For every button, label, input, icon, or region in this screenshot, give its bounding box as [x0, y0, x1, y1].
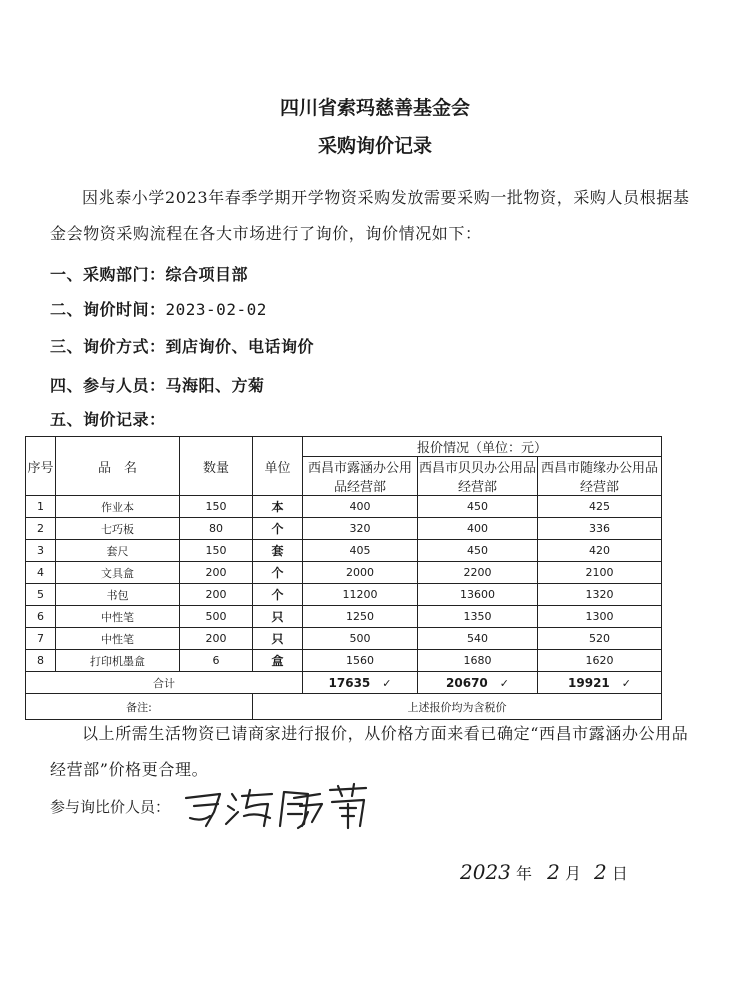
cell-price-1: 11200 [303, 584, 418, 606]
cell-seq: 6 [26, 606, 56, 628]
total-value-2: 20670 [446, 675, 488, 690]
cell-unit: 只 [253, 628, 303, 650]
table-row [26, 562, 662, 584]
cell-price-1: 2000 [303, 562, 418, 584]
organization-title: 四川省索玛慈善基金会 [279, 97, 470, 119]
cell-name: 中性笔 [56, 628, 180, 650]
cell-price-1: 1250 [303, 606, 418, 628]
inquiry-table [25, 436, 662, 720]
signature-image [290, 782, 370, 832]
cell-qty: 500 [180, 606, 253, 628]
document-date [460, 860, 628, 884]
cell-price-2: 450 [418, 540, 538, 562]
total-label: 合计 [26, 672, 303, 694]
members-label: 四、参与人员： [50, 376, 166, 395]
cell-price-3: 2100 [538, 562, 662, 584]
cell-seq: 5 [26, 584, 56, 606]
vendor-2-header: 西昌市贝贝办公用品经营部 [418, 457, 538, 496]
cell-price-2: 2200 [418, 562, 538, 584]
total-vendor-1 [303, 672, 418, 694]
vendor-3-header: 西昌市随缘办公用品经营部 [538, 457, 662, 496]
dept-line [50, 262, 248, 285]
cell-price-1: 500 [303, 628, 418, 650]
cell-seq: 2 [26, 518, 56, 540]
record-line [50, 407, 166, 430]
date-day-char: 日 [611, 864, 628, 883]
method-value: 到店询价、电话询价 [165, 337, 315, 356]
cell-price-3: 336 [538, 518, 662, 540]
signature-label: 参与询比价人员： [50, 798, 171, 816]
conclusion-paragraph: 以上所需生活物资已请商家进行报价，从价格方面来看已确定“西昌市露涵办公用品经营部”价格更合理。 [50, 724, 689, 779]
cell-price-3: 1620 [538, 650, 662, 672]
total-vendor-3 [538, 672, 662, 694]
date-year-char: 年 [516, 864, 533, 883]
dept-label: 一、采购部门： [50, 265, 166, 284]
cell-unit: 个 [253, 584, 303, 606]
date-year: 2023 [460, 860, 511, 884]
cell-name: 七巧板 [56, 518, 180, 540]
members-value: 马海阳、方菊 [165, 376, 265, 395]
header-quote: 报价情况（单位：元） [303, 437, 662, 457]
record-label: 五、询价记录： [50, 410, 166, 429]
cell-price-1: 405 [303, 540, 418, 562]
cell-seq: 8 [26, 650, 56, 672]
table-row [26, 540, 662, 562]
cell-price-3: 1320 [538, 584, 662, 606]
header-unit: 单位 [253, 437, 303, 496]
total-vendor-2 [418, 672, 538, 694]
cell-name: 文具盒 [56, 562, 180, 584]
table-row [26, 496, 662, 518]
cell-unit: 只 [253, 606, 303, 628]
cell-price-2: 450 [418, 496, 538, 518]
cell-name: 书包 [56, 584, 180, 606]
header-name: 品 名 [56, 437, 180, 496]
total-value-1: 17635 [328, 675, 371, 690]
members-line [50, 373, 265, 396]
cell-price-2: 400 [418, 518, 538, 540]
document-title: 采购询价记录 [317, 135, 432, 157]
header-qty: 数量 [180, 437, 253, 496]
table-row [26, 584, 662, 606]
date-month-char: 月 [564, 864, 581, 883]
method-label: 三、询价方式： [50, 337, 166, 356]
total-value-3: 19921 [568, 675, 610, 690]
cell-seq: 1 [26, 496, 56, 518]
cell-price-3: 520 [538, 628, 662, 650]
cell-unit: 盒 [253, 650, 303, 672]
total-row [26, 672, 662, 694]
cell-qty: 150 [180, 496, 253, 518]
remark-label: 备注: [26, 694, 253, 720]
cell-price-2: 540 [418, 628, 538, 650]
cell-price-3: 420 [538, 540, 662, 562]
checkmark-icon: ✓ [382, 676, 392, 690]
cell-price-3: 425 [538, 496, 662, 518]
cell-qty: 200 [180, 584, 253, 606]
cell-qty: 80 [180, 518, 253, 540]
time-value: 2023-02-02 [165, 300, 267, 319]
cell-qty: 150 [180, 540, 253, 562]
table-row [26, 518, 662, 540]
method-line [50, 334, 314, 357]
cell-unit: 个 [253, 518, 303, 540]
cell-unit: 本 [253, 496, 303, 518]
table-row [26, 650, 662, 672]
table-row [26, 628, 662, 650]
vendor-1-header: 西昌市露涵办公用品经营部 [303, 457, 418, 496]
cell-price-2: 13600 [418, 584, 538, 606]
header-seq: 序号 [26, 437, 56, 496]
cell-unit: 个 [253, 562, 303, 584]
cell-seq: 4 [26, 562, 56, 584]
cell-qty: 6 [180, 650, 253, 672]
cell-price-1: 320 [303, 518, 418, 540]
cell-price-2: 1680 [418, 650, 538, 672]
checkmark-icon: ✓ [499, 676, 509, 690]
cell-unit: 套 [253, 540, 303, 562]
cell-name: 套尺 [56, 540, 180, 562]
cell-name: 打印机墨盒 [56, 650, 180, 672]
cell-name: 中性笔 [56, 606, 180, 628]
date-day: 2 [594, 860, 607, 884]
cell-price-1: 1560 [303, 650, 418, 672]
cell-seq: 3 [26, 540, 56, 562]
date-month: 2 [547, 860, 560, 884]
time-line [50, 297, 267, 320]
cell-price-1: 400 [303, 496, 418, 518]
remark-text: 上述报价均为含税价 [253, 694, 662, 720]
cell-price-3: 1300 [538, 606, 662, 628]
table-row [26, 606, 662, 628]
cell-name: 作业本 [56, 496, 180, 518]
cell-seq: 7 [26, 628, 56, 650]
intro-paragraph: 因兆泰小学2023年春季学期开学物资采购发放需要采购一批物资，采购人员根据基金会物资采购流程在各大市场进行了询价，询价情况如下： [50, 188, 690, 243]
cell-qty: 200 [180, 628, 253, 650]
cell-price-2: 1350 [418, 606, 538, 628]
cell-qty: 200 [180, 562, 253, 584]
time-label: 二、询价时间： [50, 300, 166, 319]
dept-value: 综合项目部 [165, 265, 249, 284]
checkmark-icon: ✓ [621, 676, 631, 690]
